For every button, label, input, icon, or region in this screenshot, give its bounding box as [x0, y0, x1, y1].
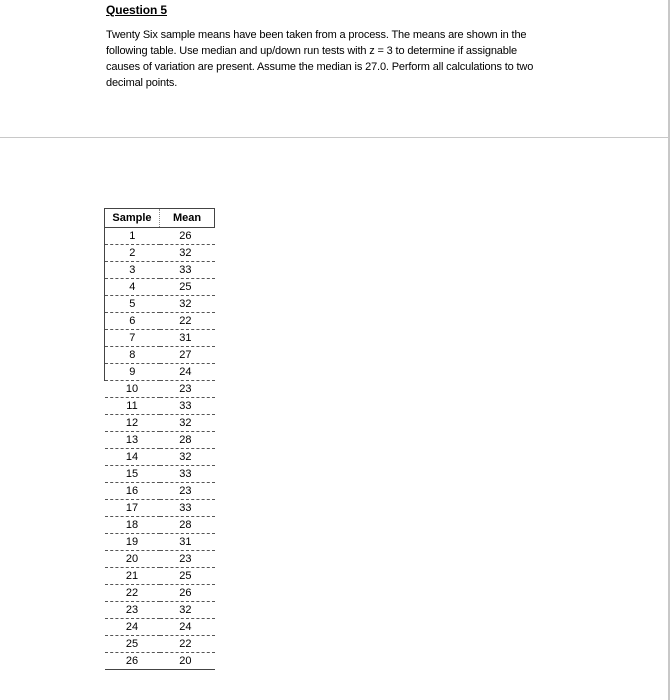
mean-value-cell: 32	[160, 415, 215, 432]
table-row	[105, 466, 215, 483]
table-row	[105, 347, 215, 364]
sample-number-cell: 3	[105, 262, 160, 279]
mean-value-cell: 32	[160, 449, 215, 466]
table-row	[105, 517, 215, 534]
table-row	[105, 636, 215, 653]
mean-value-cell: 33	[160, 262, 215, 279]
sample-number-cell: 22	[105, 585, 160, 602]
mean-value-cell: 32	[160, 602, 215, 619]
table-row	[105, 483, 215, 500]
sample-number-cell: 9	[105, 364, 160, 381]
table-row	[105, 296, 215, 313]
table-row	[105, 432, 215, 449]
sample-number-cell: 6	[105, 313, 160, 330]
table-row	[105, 381, 215, 398]
mean-value-cell: 25	[160, 279, 215, 296]
sample-number-cell: 10	[105, 381, 160, 398]
mean-value-cell: 26	[160, 585, 215, 602]
sample-number-cell: 4	[105, 279, 160, 296]
mean-value-cell: 22	[160, 313, 215, 330]
table-row	[105, 602, 215, 619]
table-row	[105, 262, 215, 279]
table-row	[105, 585, 215, 602]
sample-number-cell: 25	[105, 636, 160, 653]
mean-value-cell: 25	[160, 568, 215, 585]
mean-value-cell: 26	[160, 228, 215, 245]
table-row	[105, 449, 215, 466]
sample-number-cell: 12	[105, 415, 160, 432]
sample-number-cell: 19	[105, 534, 160, 551]
table-row	[105, 313, 215, 330]
table-body	[105, 228, 215, 670]
sample-number-cell: 15	[105, 466, 160, 483]
sample-number-cell: 24	[105, 619, 160, 636]
table-row	[105, 245, 215, 262]
sample-number-cell: 14	[105, 449, 160, 466]
mean-value-cell: 20	[160, 653, 215, 670]
mean-value-cell: 23	[160, 483, 215, 500]
mean-value-cell: 33	[160, 466, 215, 483]
table-row	[105, 398, 215, 415]
question-line: decimal points.	[106, 77, 178, 89]
mean-value-cell: 28	[160, 432, 215, 449]
table-row	[105, 568, 215, 585]
sample-number-cell: 5	[105, 296, 160, 313]
sample-number-cell: 17	[105, 500, 160, 517]
table-row	[105, 619, 215, 636]
sample-number-cell: 1	[105, 228, 160, 245]
mean-value-cell: 27	[160, 347, 215, 364]
mean-value-cell: 24	[160, 619, 215, 636]
sample-number-cell: 13	[105, 432, 160, 449]
question-title: Question 5	[106, 3, 168, 17]
table-header-row	[105, 209, 215, 228]
table-row	[105, 279, 215, 296]
table-row	[105, 500, 215, 517]
sample-means-table	[104, 208, 215, 670]
table-row	[105, 534, 215, 551]
sample-number-cell: 2	[105, 245, 160, 262]
table-row	[105, 551, 215, 568]
mean-value-cell: 32	[160, 245, 215, 262]
mean-value-cell: 33	[160, 398, 215, 415]
question-line: Twenty Six sample means have been taken from a process. The means are shown in the	[106, 29, 527, 41]
page-frame-right	[668, 138, 670, 700]
table-row	[105, 415, 215, 432]
sample-number-cell: 20	[105, 551, 160, 568]
question-line: causes of variation are present. Assume the median is 27.0. Perform all calculations to two	[106, 61, 534, 73]
mean-value-cell: 24	[160, 364, 215, 381]
mean-value-cell: 31	[160, 330, 215, 347]
sample-number-cell: 21	[105, 568, 160, 585]
mean-value-cell: 23	[160, 551, 215, 568]
table-row	[105, 330, 215, 347]
mean-value-cell: 33	[160, 500, 215, 517]
sample-number-cell: 8	[105, 347, 160, 364]
mean-value-cell: 32	[160, 296, 215, 313]
table-row	[105, 228, 215, 245]
sample-number-cell: 7	[105, 330, 160, 347]
sample-number-cell: 16	[105, 483, 160, 500]
sample-number-cell: 11	[105, 398, 160, 415]
sample-number-cell: 26	[105, 653, 160, 670]
mean-value-cell: 22	[160, 636, 215, 653]
table-row	[105, 364, 215, 381]
question-body	[106, 27, 568, 91]
sample-number-cell: 18	[105, 517, 160, 534]
question-line: following table. Use median and up/down run tests with z = 3 to determine if assignable	[106, 45, 517, 57]
mean-column-header: Mean	[160, 209, 215, 228]
mean-value-cell: 23	[160, 381, 215, 398]
mean-value-cell: 28	[160, 517, 215, 534]
mean-value-cell: 31	[160, 534, 215, 551]
sample-column-header: Sample	[105, 209, 160, 228]
sample-number-cell: 23	[105, 602, 160, 619]
table-row	[105, 653, 215, 670]
